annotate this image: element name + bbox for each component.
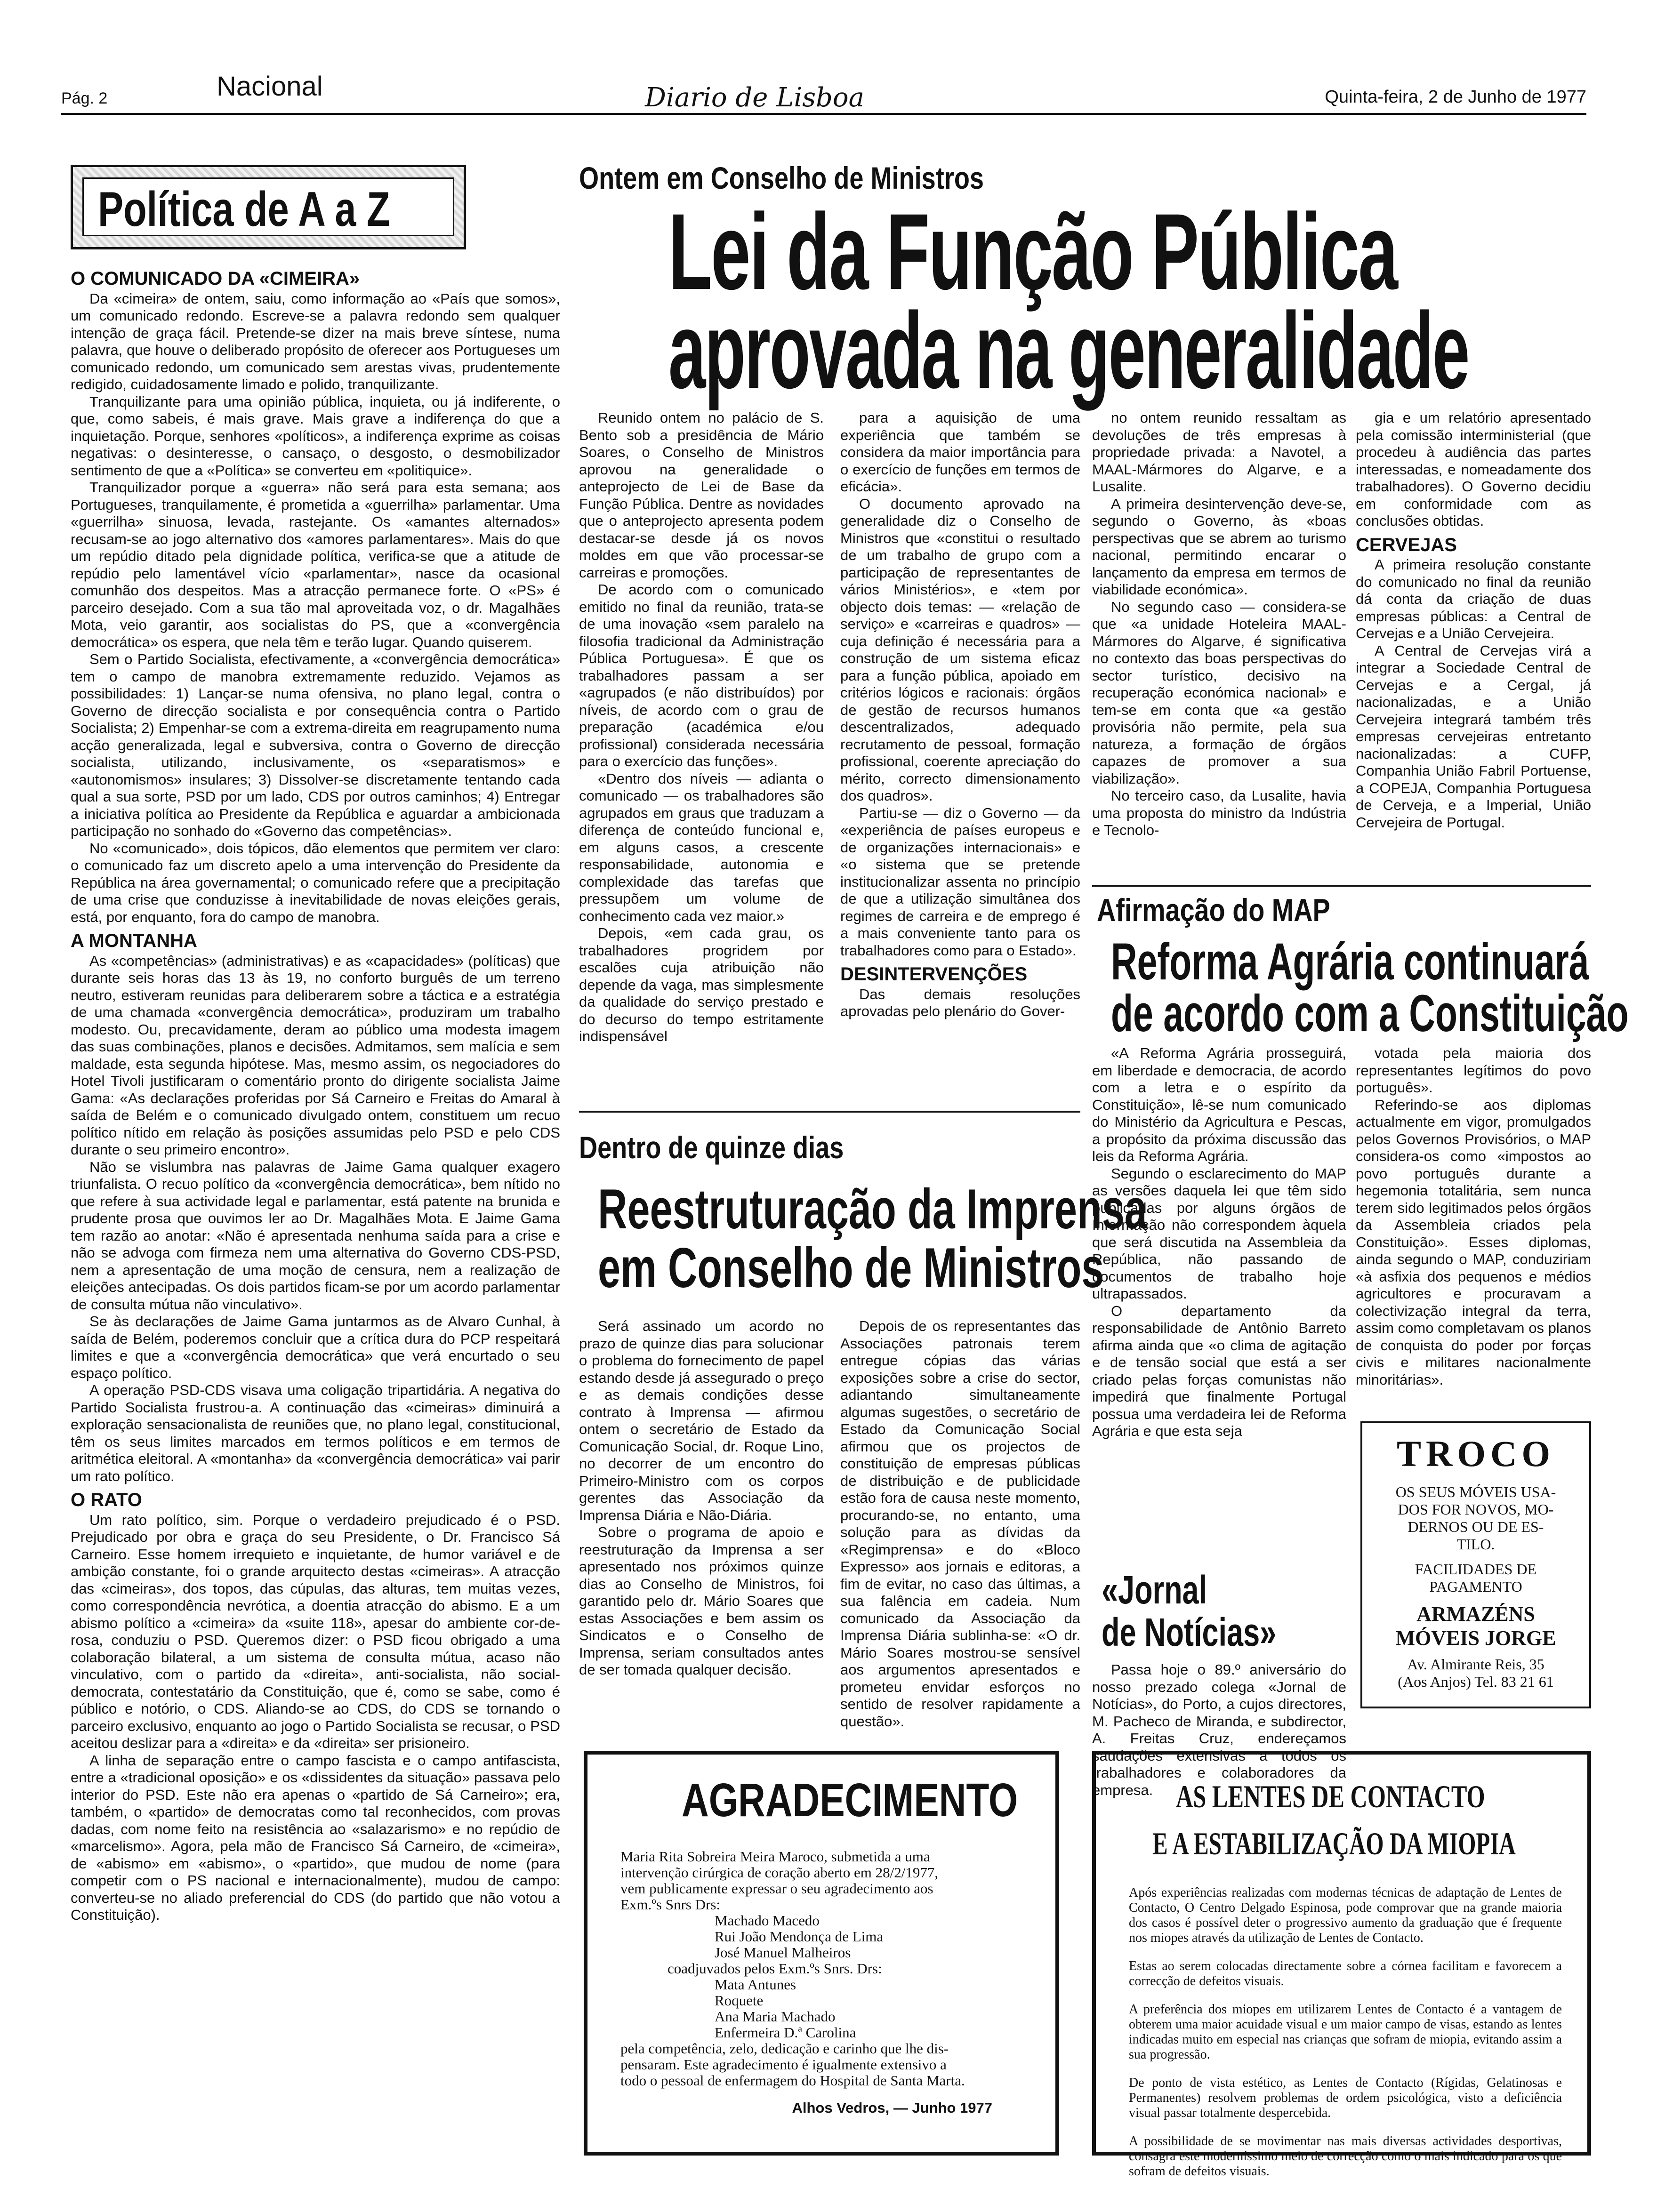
troco-line: FACILIDADES DE [1415, 1561, 1537, 1578]
paragraph: «Dentro dos níveis — adianta o comunicado — os trabalhadores são agrupados em graus que traduzam a diferença de conteúdo funcional e, em alguns casos, a crescente responsabilidade, autonomia e complexidade das tarefas que pressupõem um volume de conhecimento cada vez maior.» [579, 770, 824, 924]
paragraph: Se às declarações de Jaime Gama juntarmos as de Alvaro Cunhal, à saída de Belém, poderemos concluir que a crítica dura do PCP respeitará limites e que a «convergência democrática» que verá encurtado o seu espaço político. [71, 1313, 560, 1381]
section-title: Nacional [217, 71, 323, 102]
newspaper-name: Diario de Lisboa [645, 82, 864, 113]
troco-line: OS SEUS MÓVEIS USA- [1395, 1483, 1556, 1500]
press-headline-line2: em Conselho de Ministros [598, 1236, 1104, 1299]
paragraph: No segundo caso — considera-se que «a unidade Hoteleira MAAL-Mármores do Algarve, é significativa no contexto das boas perspectivas do sector turístico, decisivo na recuperação económica nacional» e tem-se em conta que «a gestão provisória não permite, pela sua natureza, a formação de órgãos capazes de promover a sua viabilização». [1092, 598, 1346, 787]
agradecimento-line: vem publicamente expressar o seu agradecimento aos [620, 1880, 933, 1897]
agradecimento-line: pela competência, zelo, dedicação e carinho que lhe dis- [620, 2040, 949, 2057]
section-title-comunicado: O COMUNICADO DA «CIMEIRA» [71, 268, 360, 289]
agradecimento-coadj: coadjuvados pelos Exm.ºs Snrs. Drs: [668, 1960, 882, 1977]
paragraph: A operação PSD-CDS visava uma coligação tripartidária. A negativa do Partido Socialista frustrou-a. A continuação das «cimeiras» diminuirá a exploração sensacionalista de reuniões que, no plano legal, constitucional, têm os seus limites marcados em termos políticos e em termos de aritmética eleitoral. A «montanha» da «convergência democrática» vai parir um rato político. [71, 1382, 560, 1484]
agradecimento-signature: Alhos Vedros, — Junho 1977 [792, 2100, 992, 2116]
agradecimento-title: AGRADECIMENTO [682, 1774, 1018, 1827]
paragraph: Partiu-se — diz o Governo — da «experiência de países europeus e de organizações internacionais» e «o sistema que se pretende institucionalizar assenta no princípio de que a utilização simultânea dos regimes de carreira e de emprego é a mais conveniente tanto para os trabalhadores como para o Estado». [840, 804, 1080, 959]
lead-col-1 [579, 409, 824, 1106]
paragraph: para a aquisição de uma experiência que também se considera da maior importância para o exercício de funções em termos de eficácia». [840, 409, 1080, 495]
troco-store-name: MÓVEIS JORGE [1395, 1627, 1556, 1650]
paragraph: A Central de Cervejas virá a integrar a Sociedade Central de Cervejas e a Cergal, já nacionalizadas, e a União Cervejeira integrará também três empresas cervejeiras entretanto nacionalizadas: a CUFP, Companhia União Fabril Portuense, a COPEJA, Companhia Portuguesa de Cerveja, e a Imperial, União Cervejeira de Portugal. [1356, 642, 1591, 831]
paragraph: Após experiências realizadas com modernas técnicas de adaptação de Lentes de Contacto, O Centro Delgado Espinosa, pode comprovar que na grande maioria dos casos é possível deter o progressivo aumento da graduação que é frequente nos miopes através da utilização de Lentes de Contacto. [1129, 1885, 1562, 1945]
page-number: Pág. 2 [61, 89, 108, 107]
agradecimento-line: Maria Rita Sobreira Meira Maroco, submetida a uma [620, 1848, 930, 1865]
agradecimento-line: Exm.ºs Snrs Drs: [620, 1896, 720, 1913]
map-headline-line2: de acordo com a Constituição [1111, 985, 1629, 1042]
press-kicker: Dentro de quinze dias [579, 1130, 844, 1165]
agradecimento-line: pensaram. Este agradecimento é igualmente extensivo a [620, 2056, 947, 2073]
paragraph: gia e um relatório apresentado pela comissão interministerial (que procedeu à audiência das partes interessadas, e nomeadamente dos trabalhadores). O Governo decidiu em conformidade com as conclusões obtidas. [1356, 409, 1591, 529]
issue-date: Quinta-feira, 2 de Junho de 1977 [1325, 87, 1586, 107]
paragraph: A linha de separação entre o campo fascista e o campo antifascista, entre a «tradicional oposição» e os «dissidentes da situação» passava pelo interior do PSD. Este não era apenas o «partido de Sá Carneiro»; era, também, o «partido» de democratas como tal reconhecidos, com provas dadas, com nome feito na resistência ao «salazarismo» e no repúdio de «marcelismo». Agora, pela mão de Francisco Sá Carneiro, de «cimeira», de «abismo» em «abismo», o «partido», que mudou de nome (para competir com o PS nacional e internacionalmente), mudou de campo: converteu-se no aliado preferencial do CDS (do partido que não votou a Constituição). [71, 1752, 560, 1923]
lentes-title-line1: AS LENTES DE CONTACTO [1176, 1779, 1485, 1814]
troco-ad [1360, 1421, 1591, 1708]
lentes-ad [1092, 1751, 1591, 2179]
paragraph: Segundo o esclarecimento do MAP as versões daquela lei que têm sido publicadas por alguns órgãos de Informação não correspondem àquela que será discutida na Assembleia da República, não passando de documentos de trabalho hoje ultrapassados. [1092, 1165, 1346, 1302]
map-kicker: Afirmação do MAP [1097, 892, 1330, 928]
paragraph: no ontem reunido ressaltam as devoluções de três empresas à propriedade privada: a Navotel, a MAAL-Mármores do Algarve, e a Lusalite. [1092, 409, 1346, 495]
paragraph: «A Reforma Agrária prosseguirá, em liberdade e democracia, de acordo com a letra e o espírito da Constituição», lê-se num comunicado do Ministério da Agricultura e Pescas, a propósito da próxima discussão das leis da Reforma Agrária. [1092, 1045, 1346, 1164]
paragraph: Depois de os representantes das Associações patronais terem entregue cópias das várias exposições sobre a crise do sector, adiantando simultaneamente algumas sugestões, o secretário de Estado da Comunicação Social afirmou que os projectos de constituição de empresas públicas de distribuição e de publicidade estão fora de causa neste momento, procurando-se, no entanto, uma solução para as dívidas da «Regimprensa» e do «Bloco Expresso» aos jornais e editoras, a fim de evitar, no caso das últimas, a sua falência em cadeia. Num comunicado da Associação da Imprensa Diária sublinha-se: «O dr. Mário Soares mostrou-se sensível aos argumentos apresentados e prometeu envidar esforços no sentido de resolver rapidamente a questão». [840, 1318, 1080, 1730]
lead-headline-line1: Lei da Função Pública [668, 191, 1397, 312]
paragraph: Não se vislumbra nas palavras de Jaime Gama qualquer exagero triunfalista. O recuo político da «convergência democrática», bem nítido no que refere à sua actividade legal e parlamentar, está patente na brunida e prudente prosa que ouvimos ler ao Dr. Magalhães Mota. E Jaime Gama tem razão ao anotar: «Não é apresentada nenhuma saída para a crise e não se advoga com firmeza nem uma alternativa do Governo CDS-PSD, nem a apresentação de uma moção de censura, nem a realização de eleições antecipadas. Os dois partidos ficam-se por um acordo parlamentar de consulta mútua não vinculativo». [71, 1158, 560, 1313]
paragraph: Reunido ontem no palácio de S. Bento sob a presidência de Mário Soares, o Conselho de Ministros aprovou na generalidade o anteprojecto de Lei de Base da Função Pública. Dentre as novidades que o anteprojecto apresenta podem destacar-se desde já os novos moldes em que vão processar-se carreiras e promoções. [579, 409, 824, 581]
lead-headline-line2: aprovada na generalidade [668, 290, 1469, 411]
jornal-headline-line2: de Notícias» [1102, 1610, 1277, 1654]
divider [1092, 885, 1591, 887]
lentes-title-line2: E A ESTABILIZAÇÃO DA MIOPIA [1152, 1826, 1516, 1861]
paragraph: votada pela maioria dos representantes legítimos do povo português». [1356, 1045, 1591, 1096]
map-col-2 [1356, 1045, 1591, 1412]
paragraph: No terceiro caso, da Lusalite, havia uma proposta do ministro da Indústria e Tecnolo- [1092, 787, 1346, 838]
paragraph: Será assinado um acordo no prazo de quinze dias para solucionar o problema do fornecimento de papel estando desde já assegurado o preço e as demais condições desse contrato à Imprensa — afirmou ontem o secretário de Estado da Comunicação Social, dr. Roque Lino, no decorrer de um encontro do Primeiro-Ministro com os corpos gerentes das Associação da Imprensa Diária e Não-Diária. [579, 1318, 824, 1523]
paragraph: Estas ao serem colocadas directamente sobre a córnea facilitam e favorecem a correcção de defeitos visuais. [1129, 1959, 1562, 1988]
troco-line: DERNOS OU DE ES- [1408, 1518, 1544, 1535]
troco-line: DOS FOR NOVOS, MO- [1398, 1501, 1554, 1518]
cervejas-subtitle: CERVEJAS [1356, 534, 1457, 555]
paragraph: Tranquilizante para uma opinião pública, inquieta, ou já indiferente, o que, como sabeis, é mais grave. Mais grave a indiferença do que a inquietação. Porque, senhores «políticos», a indiferença exprime as coisas negativas: o desinteresse, o cansaço, o desgosto, o desmobilizador sentimento de que a «Política» se converteu em «politiquice». [71, 393, 560, 479]
assistant-name: Mata Antunes [715, 1976, 796, 1993]
masthead [61, 71, 1586, 115]
desintervencoes-text: Das demais resoluções aprovadas pelo plenário do Gover- [840, 986, 1080, 1019]
map-col-1 [1092, 1045, 1346, 1567]
paragraph: De ponto de vista estético, as Lentes de Contacto (Rígidas, Gelatinosas e Permanentes) resolvem problemas de ordem psicológica, visto a deficiência visual passar totalmente despercebida. [1129, 2076, 1562, 2120]
paragraph: Depois, «em cada grau, os trabalhadores progridem por escalões cuja atribuição não depende da vaga, mas simplesmente da qualidade do serviço prestado e do decurso do tempo estritamente indispensável [579, 925, 824, 1044]
paragraph: Sobre o programa de apoio e reestruturação da Imprensa a ser apresentado nos próximos quinze dias ao Conselho de Ministros, foi garantido pelo dr. Mário Soares que estas Associações e bem assim os Sindicatos e o Conselho de Imprensa, seriam consultados antes de ser tomada qualquer decisão. [579, 1524, 824, 1678]
agradecimento-ad [584, 1751, 1059, 2156]
lead-kicker: Ontem em Conselho de Ministros [579, 160, 984, 195]
troco-address: (Aos Anjos) Tel. 83 21 61 [1398, 1673, 1554, 1690]
map-headline-line1: Reforma Agrária continuará [1111, 933, 1589, 991]
jornal-headline-line1: «Jornal [1102, 1568, 1207, 1612]
press-headline-line1: Reestruturação da Imprensa [598, 1178, 1147, 1241]
lead-col-2 [840, 409, 1080, 1106]
agradecimento-line: intervenção cirúrgica de coração aberto em 28/2/1977, [620, 1864, 939, 1881]
section-title-montanha: A MONTANHA [71, 930, 197, 951]
doctor-name: José Manuel Malheiros [715, 1944, 851, 1961]
politica-banner [71, 165, 466, 249]
press-col-1 [579, 1318, 824, 1732]
press-col-2 [840, 1318, 1080, 1732]
paragraph: No «comunicado», dois tópicos, dão elementos que permitem ver claro: o comunicado faz um discreto apelo a uma intervenção do Presidente da República na área governamental; o comunicado refere que a precipitação de uma crise que conduzisse à inevitabilidade de novas eleições gerais, está, por enquanto, fora do campo de manobra. [71, 840, 560, 925]
paragraph: A primeira desintervenção deve-se, segundo o Governo, às «boas perspectivas que se abrem ao turismo nacional, permitindo encarar o lançamento da empresa em termos de viabilidade económica». [1092, 495, 1346, 598]
agradecimento-line: todo o pessoal de enfermagem do Hospital de Santa Marta. [620, 2072, 965, 2089]
politica-banner-title: Política de A a Z [98, 182, 390, 237]
paragraph: As «competências» (administrativas) e as «capacidades» (políticas) que durante seis horas das 13 às 19, no conforto burguês de um terreno neutro, estiveram reunidas para deliberarem sobre a táctica e a estratégia de uma chamada «convergência democrática», produziram um trabalho modesto. Ou, precavidamente, deram ao público uma modesta imagem das suas combinações, planos e decisões. Admitamos, sem malícia e sem maldade, esta segunda hipótese. Mas, mesmo assim, os negociadores do Hotel Tivoli justificaram o comentário pronto do dirigente socialista Jaime Gama: «As declarações proferidas por Sá Carneiro e Freitas do Amaral à saída de Belém e o comunicado divulgado ontem, constituem um recuo político nítido em relação às posições assumidas pelo PSD e pelo CDS durante o seu primeiro encontro». [71, 952, 560, 1158]
paragraph: O documento aprovado na generalidade diz o Conselho de Ministros que «constitui o resultado de um trabalho de grupo com a participação de representantes de vários Ministérios», e «tem por objecto dois temas: — «relação de serviço» e «carreiras e quadros» — cuja definição é necessária para a construção de um sistema eficaz para a função pública, apoiado em critérios lógicos e racionais: órgãos de gestão de recursos humanos descentralizados, adequado recrutamento de pessoal, formação profissional, coerente apreciação do mérito, correcto dimensionamento dos quadros». [840, 495, 1080, 804]
doctor-name: Machado Macedo [715, 1912, 820, 1929]
paragraph: A preferência dos miopes em utilizarem Lentes de Contacto é a vantagem de obterem uma maior acuidade visual e um maior campo de visas, estando as lentes indicadas muito em especial nas crianças que sofram de miopia, evitando assim a sua progressão. [1129, 2002, 1562, 2062]
lentes-body [1129, 1872, 1562, 2192]
paragraph: O departamento da responsabilidade de Antônio Barreto afirma ainda que «o clima de agitação e de tensão social que está a ser criado pelas forças comunistas não impedirá que finalmente Portugal possua uma verdadeira lei de Reforma Agrária e que esta seja [1092, 1302, 1346, 1439]
desintervencoes-subtitle: DESINTERVENÇÕES [840, 964, 1028, 985]
troco-store-name: ARMAZÉNS [1416, 1603, 1535, 1626]
jornal-body: Passa hoje o 89.º aniversário do nosso prezado colega «Jornal de Notícias», do Porto, a cujos directores, M. Pacheco de Miranda, e subdirector, A. Freitas Cruz, endereçamos saudações extensivas a todos os trabalhadores e colaboradores da empresa. [1092, 1661, 1346, 1798]
troco-line: TILO. [1456, 1536, 1495, 1553]
lead-col-4 [1356, 409, 1591, 880]
divider [579, 1111, 1080, 1113]
section-title-rato: O RATO [71, 1490, 142, 1510]
troco-title: TROCO [1396, 1433, 1555, 1474]
troco-line: PAGAMENTO [1429, 1578, 1522, 1595]
paragraph: Da «cimeira» de ontem, saiu, como informação ao «País que somos», um comunicado redondo. Escreve-se a palavra redondo sem qualquer intenção de graça fácil. Pretende-se dizer na mais breve síntese, numa palavra, que houve o deliberado propósito de oferecer aos Portugueses um comunicado redondo, um comunicado sem arestas vivas, prudentemente redigido, cuidadosamente limado e polido, tranquilizante. [71, 290, 560, 393]
doctor-name: Rui João Mendonça de Lima [715, 1928, 884, 1945]
paragraph: A primeira resolução constante do comunicado no final da reunião dá conta da criação de duas empresas públicas: a Central de Cervejas e a União Cervejeira. [1356, 556, 1591, 641]
paragraph: Referindo-se aos diplomas actualmente em vigor, promulgados pelos Governos Provisórios, o MAP considera-os como «impostos ao povo português durante a hegemonia totalitária, sem nunca terem sido legitimados pelos órgãos da Assembleia criados pela Constituição». Esses diplomas, ainda segundo o MAP, conduziriam «à asfixia dos pequenos e médios agricultores e procuravam a colectivização integral da terra, assim como completavam os planos de conquista do poder por forças civis e militares nacionalmente minoritárias». [1356, 1096, 1591, 1388]
troco-address: Av. Almirante Reis, 35 [1407, 1656, 1544, 1673]
assistant-name: Ana Maria Machado [715, 2008, 836, 2025]
left-column [71, 264, 560, 2174]
paragraph: Tranquilizador porque a «guerra» não será para esta semana; aos Portugueses, tranquilamente, é prometida a «guerrilha» parlamentar. Uma «guerrilha» sinuosa, levada, rastejante. Os «amantes alternados» recusam-se ao jogo alternativo dos «amores parlamentares». Mais do que um repúdio ditado pela dignidade política, verifica-se que a atitude de repúdio pelo lamentável vício «parlamentar», nasce da ocasional comunhão dos despeitos. Mas a atracção permanece forte. O «PS» é parceiro desejado. Com a sua tão mal aproveitada voz, o dr. Magalhães Mota, veio garantir, aos socialistas do PS, que a «convergência democrática» os espera, que nela têm e terão lugar. Quando quiserem. [71, 479, 560, 650]
assistant-name: Roquete [715, 1992, 764, 2009]
lead-col-3 [1092, 409, 1346, 880]
assistant-name: Enfermeira D.ª Carolina [715, 2024, 856, 2041]
paragraph: De acordo com o comunicado emitido no final da reunião, trata-se de uma inovação «sem paralelo na filosofia tradicional da Administração Pública Portuguesa». É que os trabalhadores passam a ser «agrupados (e não distribuídos) por níveis, de acordo com o grau de preparação (académica e/ou profissional) considerada necessária para o exercício das funções». [579, 581, 824, 769]
paragraph: Sem o Partido Socialista, efectivamente, a «convergência democrática» tem o campo de manobra extremamente reduzido. Vejamos as possibilidades: 1) Lançar-se numa ofensiva, no plano legal, contra o Governo de direcção socialista e por consequência contra o Partido Socialista; 2) Empenhar-se com a extrema-direita em reagrupamento numa acção generalizada, legal e subversiva, contra o Governo de direcção socialista, utilizando, inclusivamente, os «separatismos» e «autonomismos» insulares; 3) Dissolver-se discretamente tentando cada qual a sua sorte, PSD por um lado, CDS por outros caminhos; 4) Entregar a iniciativa política ao Presidente da República e aguardar a ambicionada participação no sonhado do «Governo das competências». [71, 651, 560, 839]
paragraph: A possibilidade de se movimentar nas mais diversas actividades desportivas, consagra este moderníssimo meio de correcção como o mais indicado para os que sofram de defeitos visuais. [1129, 2134, 1562, 2179]
agradecimento-body [620, 1849, 1035, 2116]
paragraph: Um rato político, sim. Porque o verdadeiro prejudicado é o PSD. Prejudicado por obra e graça do seu Presidente, o Dr. Francisco Sá Carneiro. Esse homem irrequieto e inquietante, de humor variável e de ambição constante, foi o grande arquitecto destas «cimeiras». A atracção das «cimeiras», dos topos, das cúpulas, das alturas, tem muitas vezes, como correspondência nevrótica, a doentia atracção do abismo. E a um abismo político a «cimeira» da «suite 118», apesar do ambiente cor-de-rosa, conduziu o PSD. Queremos dizer: o PSD ficou obrigado a uma colaboração bilateral, a um sistema de consulta mútua, acaso não vinculativo, com o partido da «direita», anti-socialista, não social-democrata, contestatário da Constituição, que é, como se sabe, como é público e notório, o CDS. Aliando-se ao CDS, do CDS se tornando o parceiro exclusivo, enquanto ao jogo o Partido Socialista se recusar, o PSD aceitou deslizar para a «direita» e da «direita» ser prisioneiro. [71, 1511, 560, 1751]
